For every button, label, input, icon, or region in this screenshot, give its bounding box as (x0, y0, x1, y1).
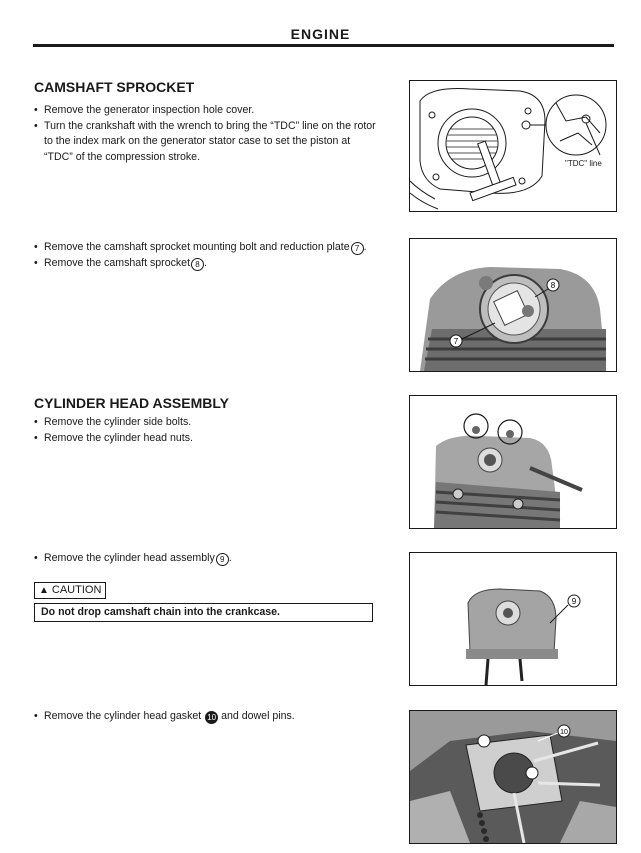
warning-triangle-icon: ▲ (39, 585, 49, 596)
step-suffix: and dowel pins. (218, 710, 295, 722)
remove-head-steps-list (34, 551, 379, 567)
list-item (34, 256, 379, 272)
caution-label (34, 582, 106, 599)
step-text: Remove the cylinder head assembly (44, 552, 215, 564)
header-rule (33, 44, 614, 47)
caution-message: Do not drop camshaft chain into the crankcase. (34, 603, 373, 622)
list-item (34, 709, 379, 725)
cylinder-head-steps-list (34, 415, 379, 446)
callout-ref-9: 9 (216, 553, 229, 566)
step-suffix: . (204, 256, 207, 269)
cylinder-head-photo-illustration (410, 396, 616, 528)
list-item: • Turn the crankshaft with the wrench to bring the “TDC” line on the rotor to the index mark on the generator stator case to set the piston at “TDC” of the compression stroke. (34, 119, 379, 166)
gasket-steps-list (34, 709, 379, 725)
list-item: • Remove the cylinder side bolts. (34, 415, 379, 431)
step-suffix: . (228, 552, 232, 564)
figure-tdc-alignment (409, 80, 617, 212)
list-item (34, 551, 379, 567)
figure-callout-10: 10 (560, 729, 568, 736)
callout-ref-8: 8 (191, 258, 204, 271)
caution-label-text: CAUTION (51, 584, 102, 596)
camshaft-steps-list (34, 103, 379, 165)
figure-cylinder-head-nuts (409, 395, 617, 529)
figure-callout-8: 8 (550, 281, 556, 290)
figure-camshaft-sprocket (409, 238, 617, 372)
figure-cylinder-head-removed (409, 552, 617, 686)
sprocket-steps-list (34, 240, 379, 271)
figure-cylinder-gasket (409, 710, 617, 844)
gasket-photo-illustration (410, 711, 616, 843)
figure-callout-7: 7 (453, 337, 459, 346)
list-item (34, 240, 379, 256)
section-title-cylinder-head-assembly: CYLINDER HEAD ASSEMBLY (34, 395, 229, 411)
step-text: Remove the camshaft sprocket mounting bolt and reduction plate (44, 241, 350, 253)
step-text: Remove the cylinder head gasket (44, 710, 202, 722)
engine-side-illustration (410, 81, 616, 211)
section-title-camshaft-sprocket: CAMSHAFT SPROCKET (34, 79, 195, 95)
removed-head-photo-illustration (410, 553, 616, 685)
figure-callout-9: 9 (571, 597, 577, 606)
step-text: Remove the camshaft sprocket (44, 256, 191, 269)
sprocket-photo-illustration (410, 239, 616, 371)
page-header-title: ENGINE (290, 26, 351, 42)
callout-ref-10: 10 (205, 711, 218, 724)
list-item: • Remove the generator inspection hole cover. (34, 103, 379, 119)
step-suffix: . (363, 241, 367, 253)
list-item: • Remove the cylinder head nuts. (34, 431, 379, 447)
callout-ref-7: 7 (351, 242, 364, 255)
figure-tdc-label: "TDC" line (565, 159, 602, 168)
